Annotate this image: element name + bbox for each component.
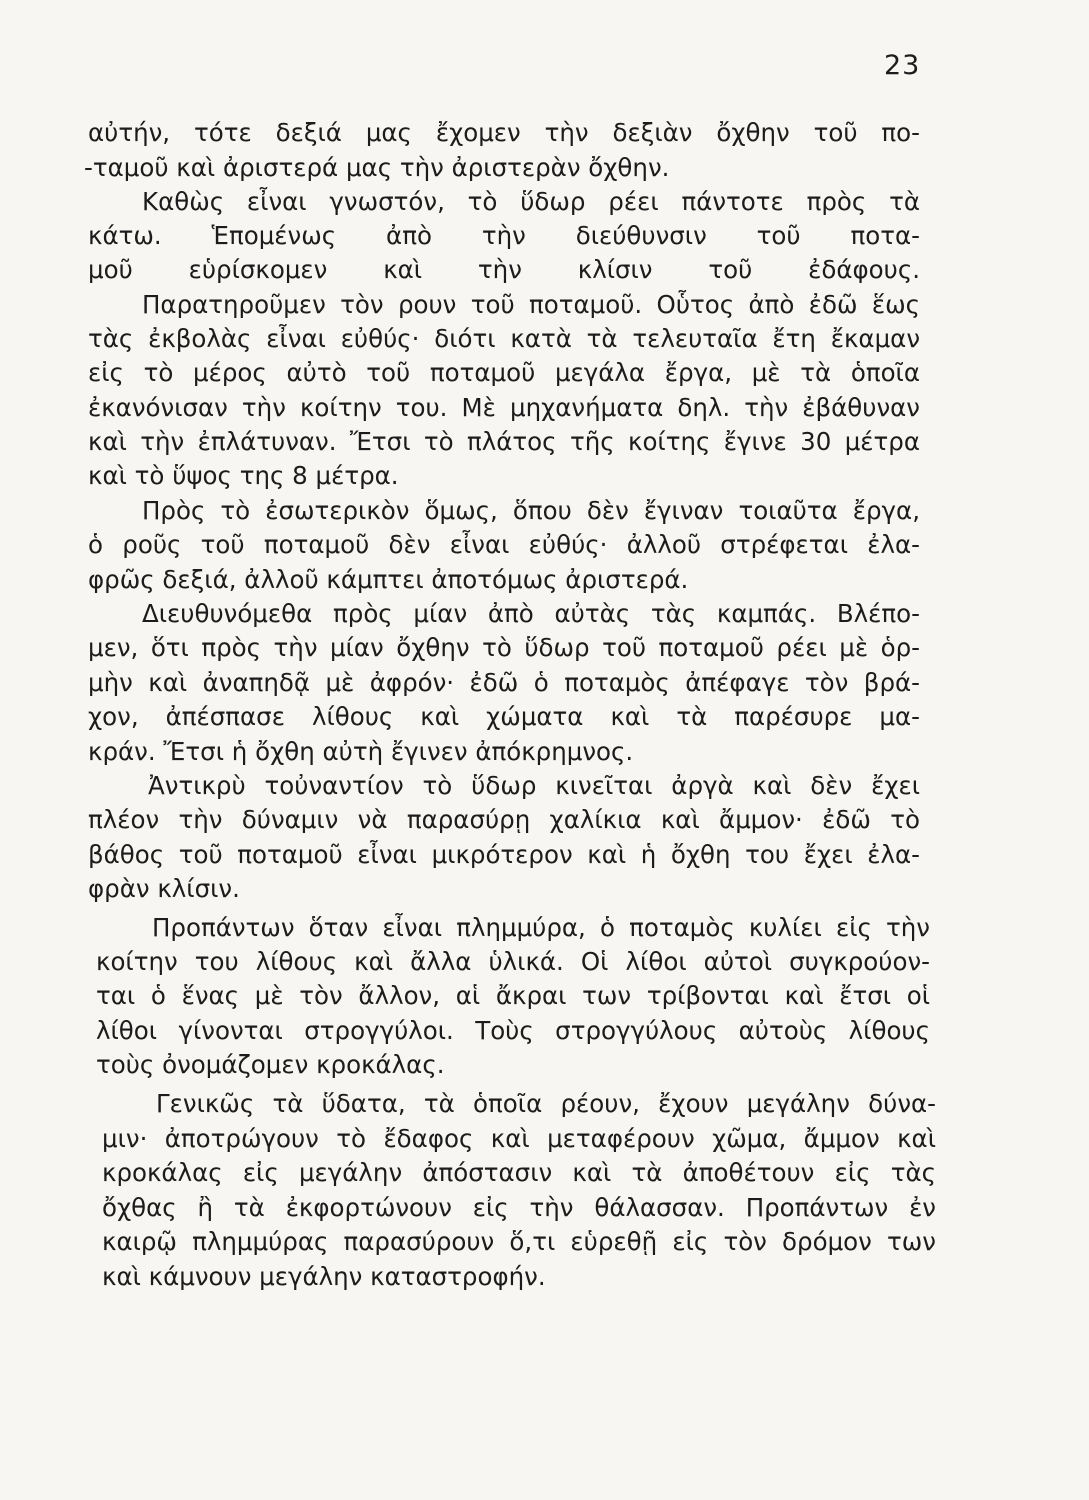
text-line: μιν· ἀποτρώγουν τὸ ἔδαφος καὶ μεταφέρουν χῶμα, ἄμμον καὶ [102,1124,936,1153]
text-line: βάθος τοῦ ποταμοῦ εἶναι μικρότερον καὶ ἡ ὄχθη του ἔχει ἐλα- [88,840,920,869]
text-line: πλέον τὴν δύναμιν νὰ παρασύρῃ χαλίκια καὶ ἄμμον· ἐδῶ τὸ [88,805,920,834]
text-line: Προπάντων ὅταν εἶναι πλημμύρα, ὁ ποταμὸς κυλίει εἰς τὴν [152,913,930,942]
text-line: καὶ τὴν ἐπλάτυναν. Ἔτσι τὸ πλάτος τῆς κοίτης ἔγινε 30 μέτρα [88,427,920,456]
text-line: αὐτήν, τότε δεξιά μας ἔχομεν τὴν δεξιὰν ὄχθην τοῦ πο- [88,118,920,147]
text-line: Πρὸς τὸ ἐσωτερικὸν ὅμως, ὅπου δὲν ἔγιναν τοιαῦτα ἔργα, [142,496,920,525]
text-line: τὰς ἐκβολὰς εἶναι εὐθύς· διότι κατὰ τὰ τελευταῖα ἔτη ἔκαμαν [88,324,920,353]
text-line: εἰς τὸ μέρος αὐτὸ τοῦ ποταμοῦ μεγάλα ἔργα, μὲ τὰ ὁποῖα [88,358,920,387]
text-line: τοὺς ὀνομάζομεν κροκάλας. [96,1050,445,1079]
text-line: κοίτην του λίθους καὶ ἄλλα ὑλικά. Οἱ λίθοι αὐτοὶ συγκρούον- [96,947,930,976]
text-line: ὄχθας ἢ τὰ ἐκφορτώνουν εἰς τὴν θάλασσαν. Προπάντων ἐν [102,1193,936,1222]
page-number: 23 [884,50,921,81]
text-line: Καθὼς εἶναι γνωστόν, τὸ ὕδωρ ρέει πάντοτε πρὸς τὰ [142,187,920,216]
text-line: Γενικῶς τὰ ὕδατα, τὰ ὁποῖα ρέουν, ἔχουν μεγάλην δύνα- [156,1089,936,1118]
text-line: μοῦ εὑρίσκομεν καὶ τὴν κλίσιν τοῦ ἐδάφους. [88,255,920,284]
text-line: χον, ἀπέσπασε λίθους καὶ χώματα καὶ τὰ παρέσυρε μα- [88,702,920,731]
text-line: φρῶς δεξιά, ἀλλοῦ κάμπτει ἀποτόμως ἀριστερά. [88,565,689,594]
text-line: ἐκανόνισαν τὴν κοίτην του. Μὲ μηχανήματα δηλ. τὴν ἐβάθυναν [88,393,920,422]
text-line: λίθοι γίνονται στρογγύλοι. Τοὺς στρογγύλους αὐτοὺς λίθους [96,1016,930,1045]
text-line: Παρατηροῦμεν τὸν ρουν τοῦ ποταμοῦ. Οὗτος ἀπὸ ἐδῶ ἕως [142,290,920,319]
text-line: καὶ κάμνουν μεγάλην καταστροφήν. [102,1262,546,1291]
text-line: κράν. Ἔτσι ἡ ὄχθη αὐτὴ ἔγινεν ἀπόκρημνος. [88,737,634,766]
text-line: κάτω. Ἑπομένως ἀπὸ τὴν διεύθυνσιν τοῦ ποτα- [88,221,920,250]
text-line: καὶ τὸ ὕψος της 8 μέτρα. [88,461,399,490]
text-line: μεν, ὅτι πρὸς τὴν μίαν ὄχθην τὸ ὕδωρ τοῦ ποταμοῦ ρέει μὲ ὁρ- [88,633,920,662]
text-line: ται ὁ ἕνας μὲ τὸν ἄλλον, αἱ ἄκραι των τρίβονται καὶ ἔτσι οἱ [96,981,930,1010]
text-line: καιρῷ πλημμύρας παρασύρουν ὅ,τι εὑρεθῇ εἰς τὸν δρόμον των [102,1227,936,1256]
text-line: κροκάλας εἰς μεγάλην ἀπόστασιν καὶ τὰ ἀποθέτουν εἰς τὰς [102,1158,936,1187]
text-line: ὁ ροῦς τοῦ ποταμοῦ δὲν εἶναι εὐθύς· ἀλλοῦ στρέφεται ἐλα- [88,530,920,559]
text-line: Ἀντικρὺ τοὐναντίον τὸ ὕδωρ κινεῖται ἀργὰ καὶ δὲν ἔχει [148,771,920,800]
text-line: φρὰν κλίσιν. [88,874,240,903]
text-line: -ταμοῦ καὶ ἀριστερά μας τὴν ἀριστερὰν ὄχθην. [84,153,670,182]
text-line: μὴν καὶ ἀναπηδᾷ μὲ ἀφρόν· ἐδῶ ὁ ποταμὸς ἀπέφαγε τὸν βρά- [88,668,920,697]
text-line: Διευθυνόμεθα πρὸς μίαν ἀπὸ αὐτὰς τὰς καμπάς. Βλέπο- [142,599,920,628]
